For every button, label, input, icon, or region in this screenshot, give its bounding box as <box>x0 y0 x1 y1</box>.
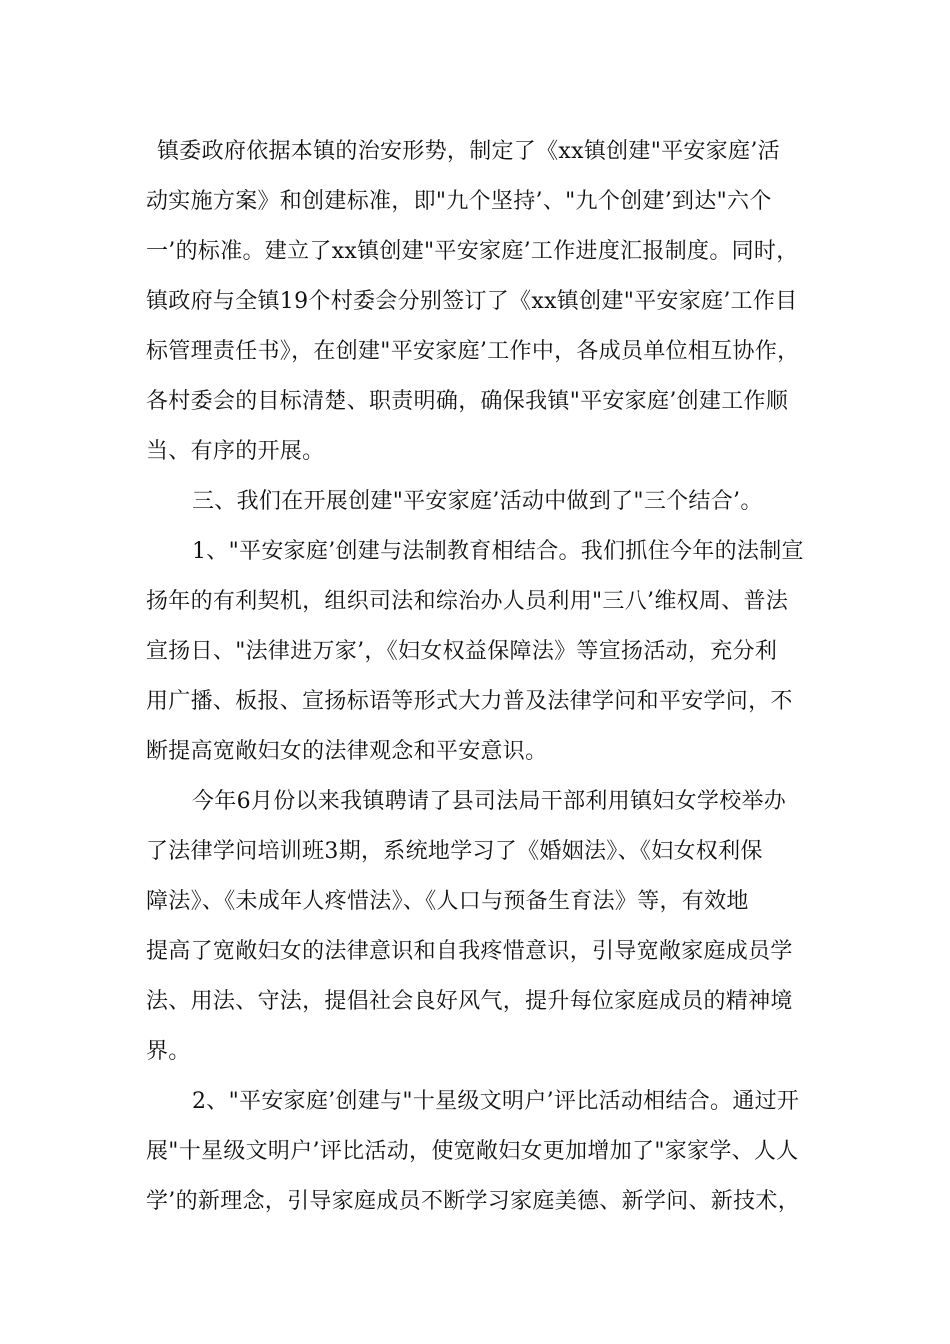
document-body <box>146 127 826 1227</box>
text-line: 提高了宽敞妇女的法律意识和自我疼惜意识，引导宽敞家庭成员学 <box>146 939 793 964</box>
text-line: 2、"平安家庭’创建与"十星级文明户’评比活动相结合。通过开 <box>192 1089 800 1114</box>
text-line: 标管理责任书》，在创建"平安家庭’工作中，各成员单位相互协作， <box>146 339 800 364</box>
text-line: 今年6月份以来我镇聘请了县司法局干部利用镇妇女学校举办 <box>192 789 787 814</box>
text-line: 镇政府与全镇19个村委会分别签订了《xx镇创建"平安家庭’工作目 <box>146 289 798 314</box>
text-line: 镇委政府依据本镇的治安形势，制定了《xx镇创建"平安家庭’活 <box>157 139 780 164</box>
text-line: 当、有序的开展。 <box>146 439 325 464</box>
text-line: 界。 <box>146 1039 191 1064</box>
text-line: 法、用法、守法，提倡社会良好风气，提升每位家庭成员的精神境 <box>146 989 793 1014</box>
text-line: 断提高宽敞妇女的法律观念和平安意识。 <box>146 739 548 764</box>
text-line: 障法》、《未成年人疼惜法》、《人口与预备生育法》等，有效地 <box>146 889 749 914</box>
text-line: 学’的新理念，引导家庭成员不断学习家庭美德、新学问、新技术， <box>146 1189 800 1214</box>
text-line: 扬年的有利契机，组织司法和综治办人员利用"三八’维权周、普法 <box>146 589 789 614</box>
text-line: 了法律学问培训班3期，系统地学习了《婚姻法》、《妇女权利保 <box>146 839 763 864</box>
text-line: 动实施方案》和创建标准，即"九个坚持’、"九个创建’到达"六个 <box>146 189 772 214</box>
text-line: 展"十星级文明户’评比活动，使宽敞妇女更加增加了"家家学、人人 <box>146 1139 799 1164</box>
section-heading: 三、我们在开展创建"平安家庭’活动中做到了"三个结合’。 <box>192 489 763 514</box>
text-line: 用广播、板报、宣扬标语等形式大力普及法律学问和平安学问，不 <box>146 689 793 714</box>
text-line: 宣扬日、"法律进万家’，《妇女权益保障法》等宣扬活动，充分利 <box>146 639 778 664</box>
text-line: 各村委会的目标清楚、职责明确，确保我镇"平安家庭’创建工作顺 <box>146 389 789 414</box>
text-line: 1、"平安家庭’创建与法制教育相结合。我们抓住今年的法制宣 <box>192 539 804 564</box>
text-line: 一’的标准。建立了xx镇创建"平安家庭’工作进度汇报制度。同时， <box>146 239 799 264</box>
